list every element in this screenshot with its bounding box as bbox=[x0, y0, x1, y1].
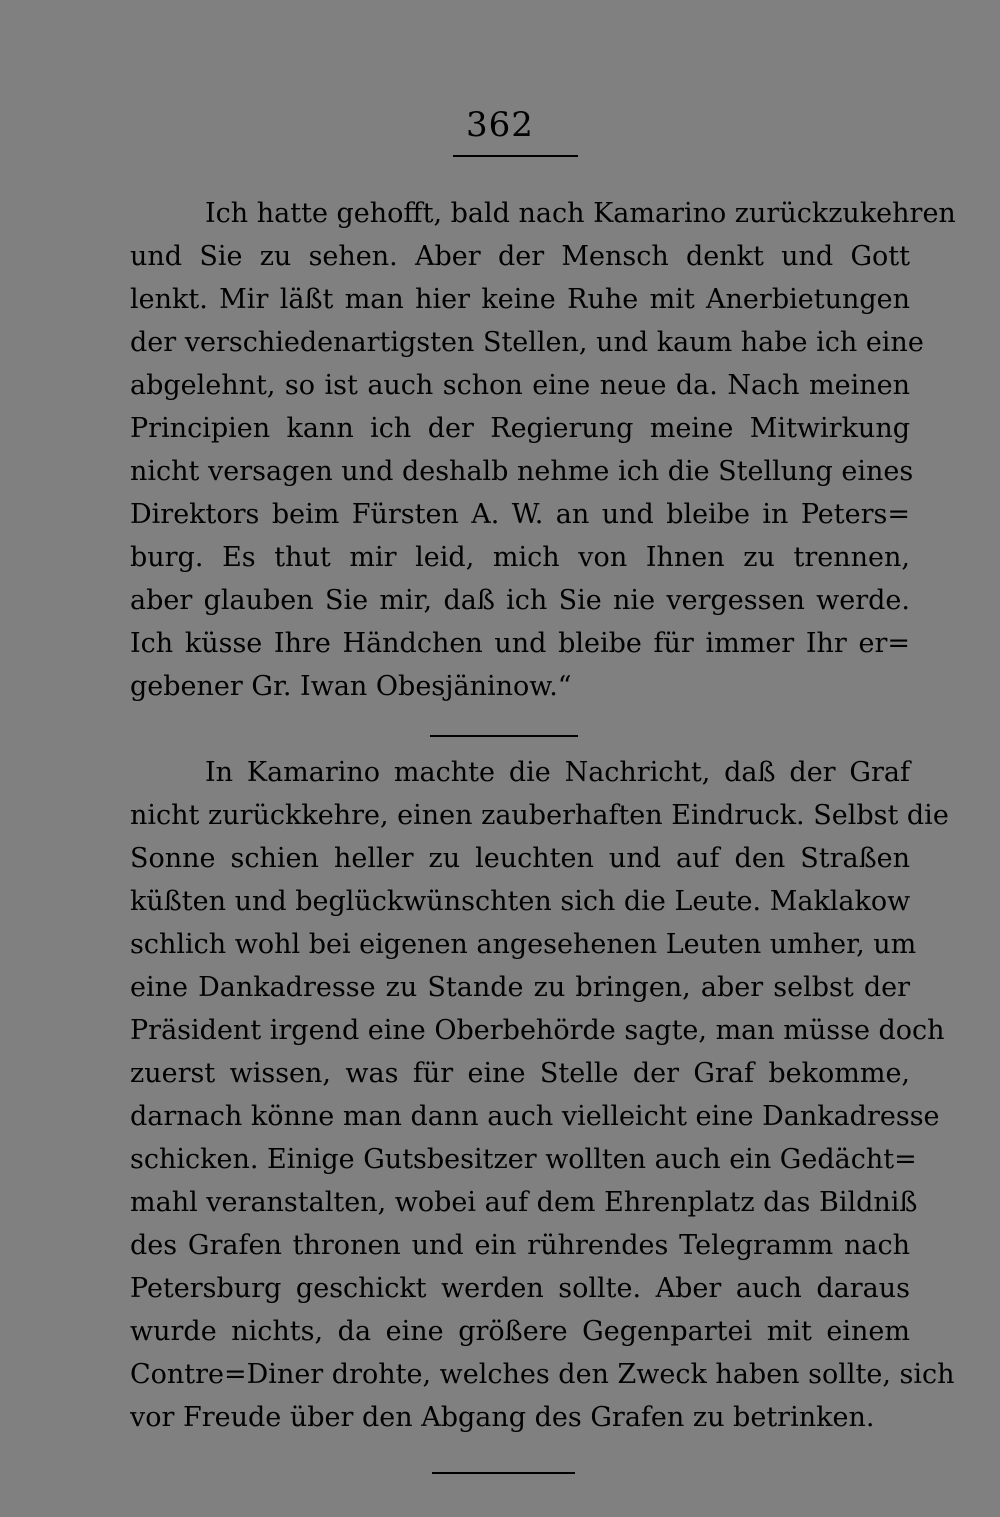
text-line: nicht versagen und deshalb nehme ich die Stellung eines bbox=[130, 456, 914, 487]
section-divider bbox=[432, 1472, 575, 1474]
text-line: lenkt. Mir läßt man hier keine Ruhe mit Anerbietungen bbox=[130, 284, 910, 315]
text-line: abgelehnt, so ist auch schon eine neue da. Nach meinen bbox=[130, 370, 910, 401]
text-line: mahl veranstalten, wobei auf dem Ehrenplatz das Bildniß bbox=[130, 1187, 918, 1218]
text-line: Ich hatte gehofft, bald nach Kamarino zurückzukehren bbox=[205, 198, 956, 229]
section-divider bbox=[430, 735, 578, 737]
text-line: aber glauben Sie mir, daß ich Sie nie vergessen werde. bbox=[130, 585, 910, 616]
text-line: der verschiedenartigsten Stellen, und kaum habe ich eine bbox=[130, 327, 924, 358]
text-line: In Kamarino machte die Nachricht, daß der Graf bbox=[205, 757, 910, 788]
text-line: Präsident irgend eine Oberbehörde sagte, man müsse doch bbox=[130, 1015, 945, 1046]
text-line: Petersburg geschickt werden sollte. Aber auch daraus bbox=[130, 1273, 910, 1304]
text-line: nicht zurückkehre, einen zauberhaften Eindruck. Selbst die bbox=[130, 800, 949, 831]
page-number: 362 bbox=[466, 105, 534, 145]
text-line: gebener Gr. Iwan Obesjäninow.“ bbox=[130, 671, 572, 702]
text-line: und Sie zu sehen. Aber der Mensch denkt und Gott bbox=[130, 241, 910, 272]
text-line: eine Dankadresse zu Stande zu bringen, aber selbst der bbox=[130, 972, 910, 1003]
header-rule bbox=[453, 155, 578, 157]
text-line: schicken. Einige Gutsbesitzer wollten auch ein Gedächt= bbox=[130, 1144, 917, 1175]
text-line: schlich wohl bei eigenen angesehenen Leuten umher, um bbox=[130, 929, 917, 960]
text-line: des Grafen thronen und ein rührendes Telegramm nach bbox=[130, 1230, 910, 1261]
text-line: Principien kann ich der Regierung meine Mitwirkung bbox=[130, 413, 910, 444]
text-line: Contre=Diner drohte, welches den Zweck haben sollte, sich bbox=[130, 1359, 955, 1390]
text-line: wurde nichts, da eine größere Gegenpartei mit einem bbox=[130, 1316, 910, 1347]
text-line: darnach könne man dann auch vielleicht eine Dankadresse bbox=[130, 1101, 940, 1132]
text-line: vor Freude über den Abgang des Grafen zu betrinken. bbox=[130, 1402, 875, 1433]
text-line: Sonne schien heller zu leuchten und auf den Straßen bbox=[130, 843, 910, 874]
text-line: Direktors beim Fürsten A. W. an und bleibe in Peters= bbox=[130, 499, 910, 530]
text-line: küßten und beglückwünschten sich die Leute. Maklakow bbox=[130, 886, 911, 917]
text-line: burg. Es thut mir leid, mich von Ihnen zu trennen, bbox=[130, 542, 910, 573]
text-line: Ich küsse Ihre Händchen und bleibe für immer Ihr er= bbox=[130, 628, 910, 659]
text-line: zuerst wissen, was für eine Stelle der Graf bekomme, bbox=[130, 1058, 910, 1089]
